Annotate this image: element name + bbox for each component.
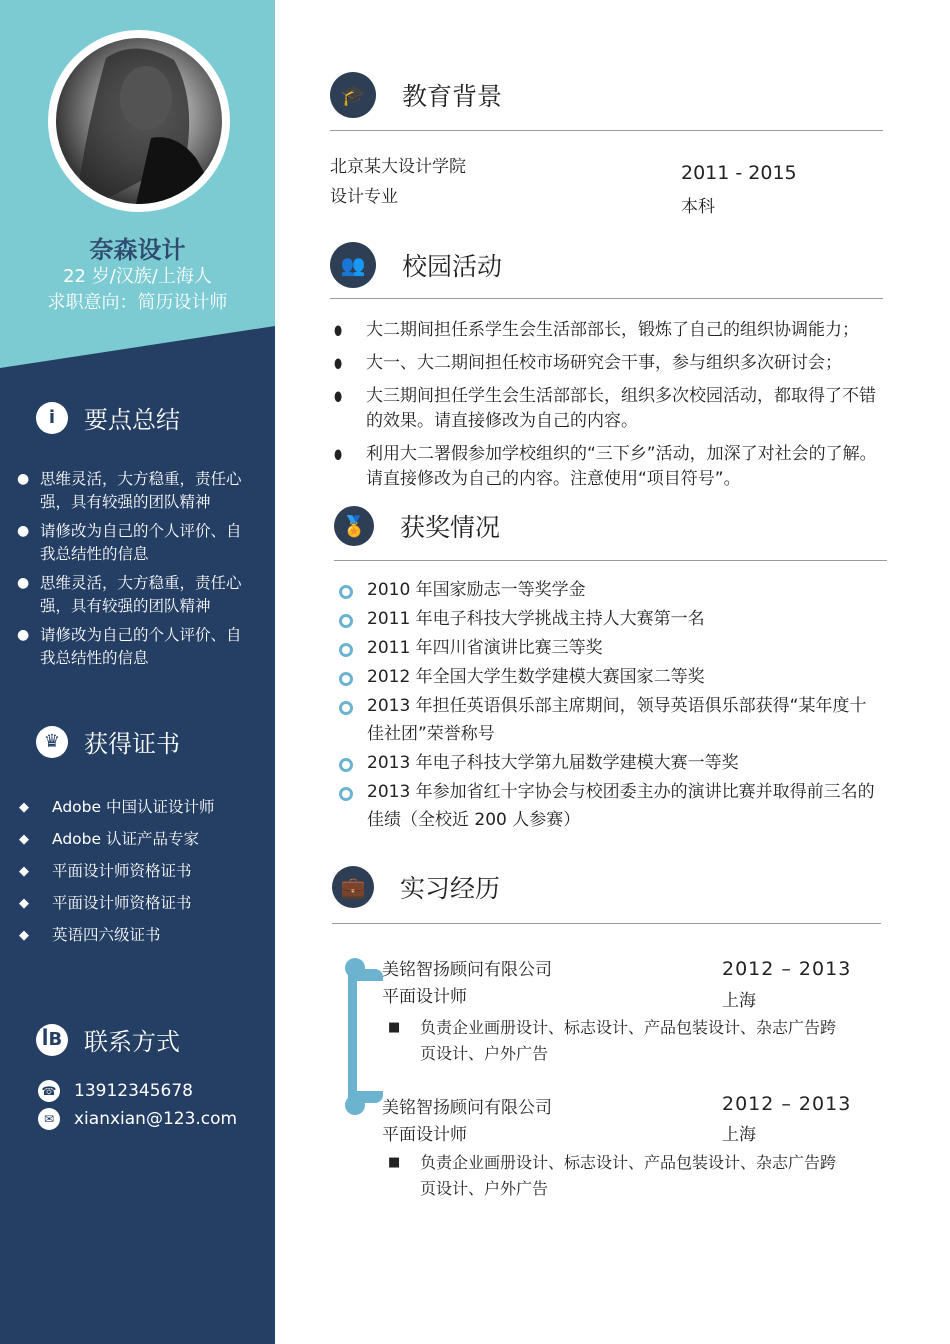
contact-email-row	[38, 1108, 237, 1130]
people-icon: 👥	[330, 242, 376, 288]
list-item: ⬮ 大三期间担任学生会生活部部长，组织多次校园活动，都取得了不错的效果。请直接修改为自己的内容。	[334, 386, 876, 431]
list-item: ⬮ 利用大二署假参加学校组织的“三下乡”活动，加深了对社会的了解。请直接修改为自己的内容。注意使用“项目符号”。	[334, 444, 877, 489]
profile-info: 22 岁/汉族/上海人	[63, 266, 212, 287]
divider	[330, 298, 883, 299]
medal-icon: 🏅	[334, 506, 374, 546]
profile-objective: 求职意向：简历设计师	[47, 292, 228, 313]
list-item: 2011 年电子科技大学挑战主持人大赛第一名	[339, 605, 879, 633]
job-role: 平面设计师	[382, 987, 467, 1007]
contact-title: 联系方式	[84, 1028, 180, 1056]
crown-icon: ♛	[36, 726, 68, 758]
list-item: ● 思维灵活，大方稳重，责任心强，具有较强的团队精神	[17, 574, 242, 615]
list-item: ⬮ 大一、大二期间担任校市场研究会干事，参与组织多次研讨会；	[334, 351, 884, 376]
summary-heading	[36, 400, 180, 435]
graduation-cap-icon: 🎓	[330, 72, 376, 118]
awards-list	[339, 576, 879, 835]
list-item: ● 请修改为自己的个人评价、自我总结性的信息	[17, 522, 242, 563]
job-company: 美铭智扬顾问有限公司	[382, 1098, 552, 1118]
list-item: 2013 年参加省红十字协会与校团委主办的演讲比赛并取得前三名的佳绩（全校近 200 人参赛）	[339, 778, 879, 834]
dot-bullet-icon: ●	[17, 523, 30, 539]
timeline-node	[344, 1094, 366, 1116]
certificates-title: 获得证书	[84, 730, 180, 758]
list-item: ◆ 英语四六级证书	[0, 924, 275, 947]
awards-title: 获奖情况	[400, 513, 501, 542]
drop-bullet-icon: ⬮	[334, 357, 343, 372]
briefcase-icon: 💼	[332, 866, 374, 908]
list-item: ◆ Adobe 认证产品专家	[0, 828, 275, 851]
job-duty: ■ 负责企业画册设计、标志设计、产品包装设计、杂志广告跨页设计、户外广告	[388, 1150, 838, 1202]
job-city: 上海	[722, 991, 756, 1011]
education-major: 设计专业	[330, 187, 398, 207]
list-item: ◆ 平面设计师资格证书	[0, 892, 275, 915]
list-item: 2012 年全国大学生数学建模大赛国家二等奖	[339, 663, 879, 691]
contact-list	[38, 1080, 237, 1136]
diamond-bullet-icon: ◆	[19, 800, 29, 815]
job-company: 美铭智扬顾问有限公司	[382, 960, 552, 980]
education-title: 教育背景	[402, 82, 503, 111]
divider	[332, 923, 881, 924]
diamond-bullet-icon: ◆	[19, 896, 29, 911]
job-years: 2012 – 2013	[722, 1093, 852, 1115]
list-item: 2010 年国家励志一等奖学金	[339, 576, 879, 604]
awards-heading	[334, 506, 500, 546]
list-item: 2013 年担任英语俱乐部主席期间，领导英语俱乐部获得“某年度十佳社团”荣誉称号	[339, 692, 879, 748]
list-item: ⬮ 大二期间担任系学生会生活部部长，锻炼了自己的组织协调能力；	[334, 318, 884, 343]
divider	[334, 560, 887, 561]
summary-title: 要点总结	[84, 406, 180, 434]
avatar	[56, 38, 222, 204]
ring-bullet-icon	[339, 672, 353, 686]
contact-heading	[36, 1022, 180, 1057]
list-item: ● 思维灵活，大方稳重，责任心强，具有较强的团队精神	[17, 470, 242, 511]
square-bullet-icon: ■	[388, 1155, 401, 1170]
ring-bullet-icon	[339, 643, 353, 657]
internship-title: 实习经历	[400, 874, 501, 903]
job-city: 上海	[722, 1125, 756, 1145]
info-icon: i	[36, 402, 68, 434]
activities-list	[334, 318, 884, 500]
job-duty: ■ 负责企业画册设计、标志设计、产品包装设计、杂志广告跨页设计、户外广告	[388, 1015, 838, 1067]
activities-title: 校园活动	[402, 252, 503, 281]
activities-heading	[330, 242, 502, 288]
list-item: 2011 年四川省演讲比赛三等奖	[339, 634, 879, 662]
dot-bullet-icon: ●	[17, 471, 30, 487]
ring-bullet-icon	[339, 701, 353, 715]
education-years: 2011 - 2015	[681, 162, 797, 184]
education-heading	[330, 72, 502, 118]
ring-bullet-icon	[339, 585, 353, 599]
profile-name: 奈森设计	[89, 236, 186, 264]
drop-bullet-icon: ⬮	[334, 324, 343, 339]
timeline-node	[344, 957, 366, 979]
dot-bullet-icon: ●	[17, 627, 30, 643]
square-bullet-icon: ■	[388, 1020, 401, 1035]
list-item: ● 请修改为自己的个人评价、自我总结性的信息	[17, 626, 242, 667]
internship-heading	[332, 866, 500, 908]
contact-phone: 13912345678	[74, 1081, 193, 1101]
ring-bullet-icon	[339, 787, 353, 801]
certificates-heading	[36, 724, 180, 759]
contact-phone-row	[38, 1080, 237, 1102]
education-degree: 本科	[681, 197, 715, 217]
list-item: ◆ 平面设计师资格证书	[0, 860, 275, 883]
education-school: 北京某大设计学院	[330, 157, 466, 177]
diamond-bullet-icon: ◆	[19, 864, 29, 879]
divider	[330, 130, 883, 131]
job-years: 2012 – 2013	[722, 958, 852, 980]
ring-bullet-icon	[339, 758, 353, 772]
id-card-icon: ꟾB	[36, 1024, 68, 1056]
list-item: ◆ Adobe 中国认证设计师	[0, 796, 275, 819]
diamond-bullet-icon: ◆	[19, 928, 29, 943]
drop-bullet-icon: ⬮	[334, 390, 343, 405]
phone-icon: ☎	[38, 1080, 60, 1102]
certificates-list	[0, 796, 275, 956]
job-role: 平面设计师	[382, 1125, 467, 1145]
mail-icon: ✉	[38, 1108, 60, 1130]
list-item: 2013 年电子科技大学第九届数学建模大赛一等奖	[339, 749, 879, 777]
dot-bullet-icon: ●	[17, 575, 30, 591]
timeline-bar	[345, 967, 383, 1105]
ring-bullet-icon	[339, 614, 353, 628]
diamond-bullet-icon: ◆	[19, 832, 29, 847]
summary-list	[0, 468, 275, 676]
drop-bullet-icon: ⬮	[334, 448, 343, 463]
contact-email: xianxian@123.com	[74, 1109, 238, 1129]
